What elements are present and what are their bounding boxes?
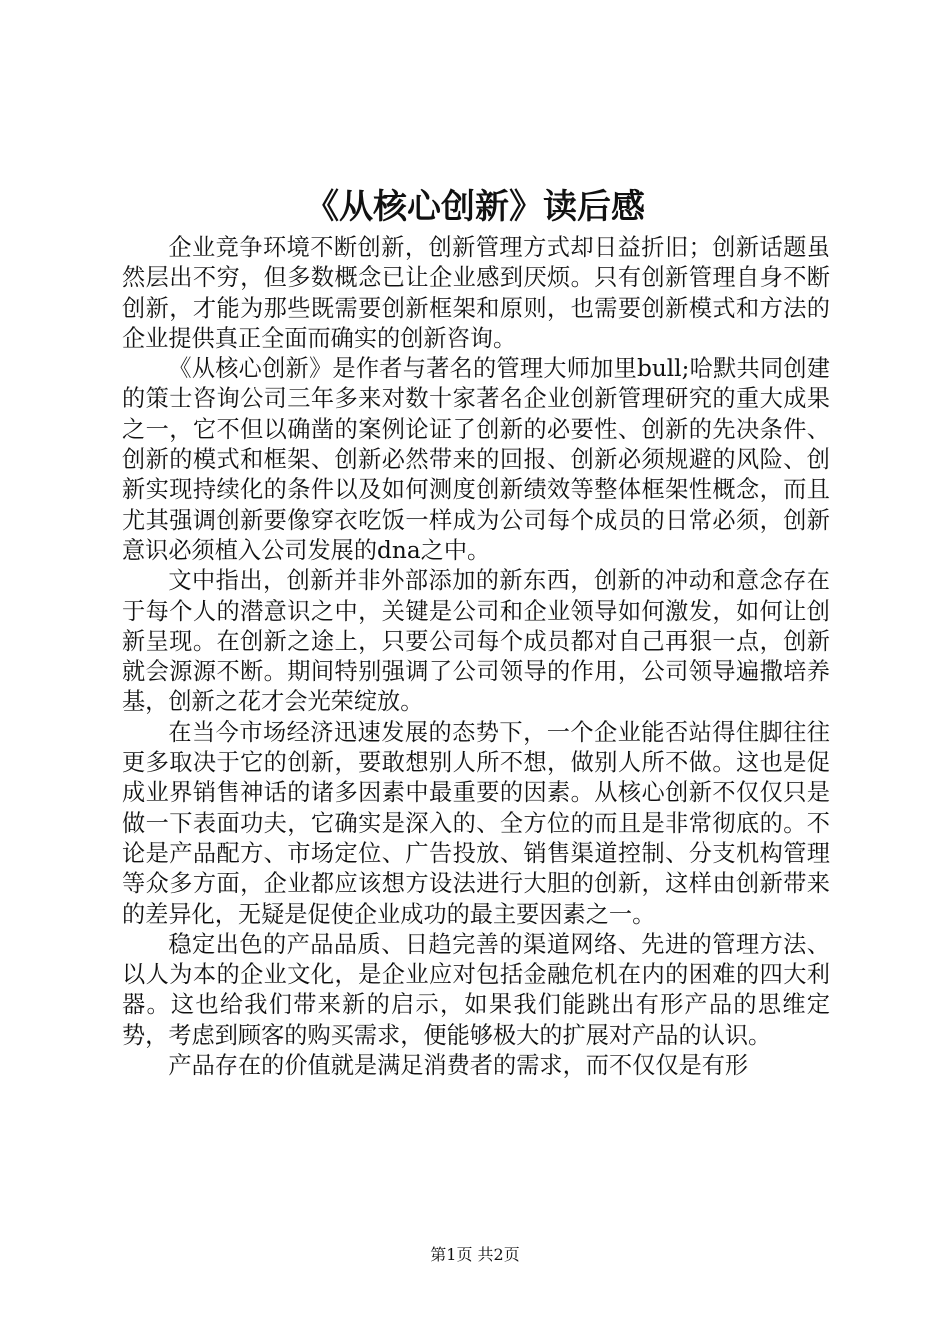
paragraph-3: 文中指出，创新并非外部添加的新东西，创新的冲动和意念存在于每个人的潜意识之中，关键是公司和企业领导如何激发，如何让创新呈现。在创新之途上，只要公司每个成员都对自己再狠一点，创新就会源源不断。期间特别强调了公司领导的作用，公司领导遍撒培养基，创新之花才会光荣绽放。 (122, 567, 830, 716)
paragraph-1: 企业竞争环境不断创新，创新管理方式却日益折旧；创新话题虽然层出不穷，但多数概念已让企业感到厌烦。只有创新管理自身不断创新，才能为那些既需要创新框架和原则，也需要创新模式和方法的企业提供真正全面而确实的创新咨询。 (122, 234, 830, 352)
paragraph-6: 产品存在的价值就是满足消费者的需求，而不仅仅是有形 (168, 1052, 749, 1080)
document-body (122, 233, 830, 1081)
paragraph-4: 在当今市场经济迅速发展的态势下，一个企业能否站得住脚往往更多取决于它的创新，要敢想别人所不想，做别人所不做。这也是促成业界销售神话的诸多因素中最重要的因素。从核心创新不仅仅只是做一下表面功夫，它确实是深入的、全方位的而且是非常彻底的。不论是产品配方、市场定位、广告投放、销售渠道控制、分支机构管理等众多方面，企业都应该想方设法进行大胆的创新，这样由创新带来的差异化，无疑是促使企业成功的最主要因素之一。 (122, 718, 830, 928)
paragraph-5: 稳定出色的产品品质、日趋完善的渠道网络、先进的管理方法、以人为本的企业文化，是企业应对包括金融危机在内的困难的四大利器。这也给我们带来新的启示，如果我们能跳出有形产品的思维定势，考虑到顾客的购买需求，便能够极大的扩展对产品的认识。 (122, 930, 830, 1049)
document-title: 《从核心创新》读后感 (305, 187, 645, 227)
paragraph-2: 《从核心创新》是作者与著名的管理大师加里bull;哈默共同创建的策士咨询公司三年多来对数十家著名企业创新管理研究的重大成果之一，它不但以确凿的案例论证了创新的必要性、创新的先决条件、创新的模式和框架、创新必然带来的回报、创新必须规避的风险、创新实现持续化的条件以及如何测度创新绩效等整体框架性概念，而且尤其强调创新要像穿衣吃饭一样成为公司每个成员的日常必须，创新意识必须植入公司发展的dna之中。 (122, 355, 830, 564)
page-number-footer: 第1页 共2页 (430, 1245, 520, 1264)
